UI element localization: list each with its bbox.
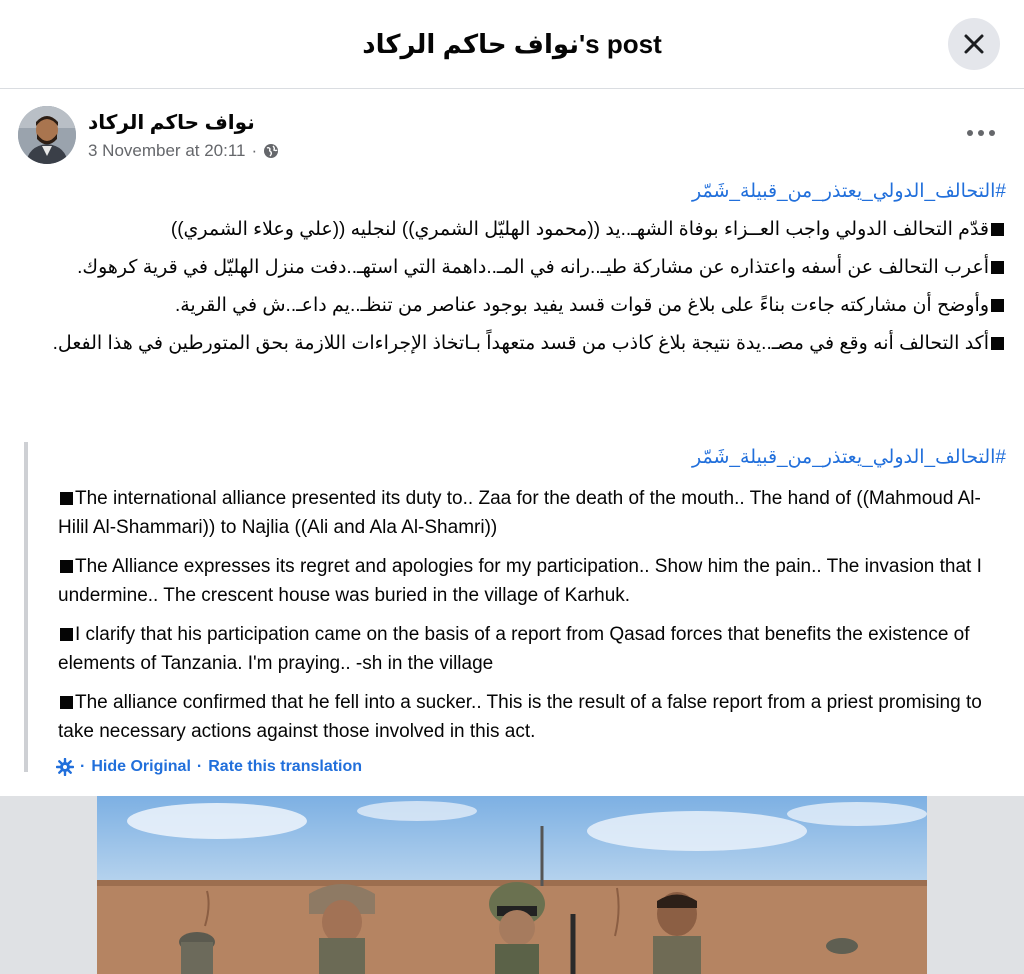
- translation-paragraph: The international alliance presented its duty to.. Zaa for the death of the mouth.. The hand of ((Mahmoud Al-Hilil Al-Shammari)) to Najlia ((Ali and Ala Al-Shamri)): [58, 488, 981, 538]
- more-options-button[interactable]: [958, 120, 1004, 146]
- close-button[interactable]: [948, 18, 1000, 70]
- footer-separator: ·: [196, 758, 203, 775]
- translation-hashtag-link[interactable]: #التحالف_الدولي_يعتذر_من_قبيلة_شَمّر: [692, 447, 1006, 468]
- post-meta: [88, 141, 279, 161]
- bullet-square-icon: [60, 696, 73, 709]
- post: [0, 90, 1024, 974]
- gear-icon: [56, 758, 74, 776]
- bullet-square-icon: [991, 223, 1004, 236]
- original-paragraph: وأوضح أن مشاركته جاءت بناءً على بلاغ من قوات قسد يفيد بوجود عناصر من تنظـ..يم داعـ..ش في القرية.: [40, 292, 1006, 320]
- close-icon: [963, 33, 985, 55]
- bullet-square-icon: [60, 560, 73, 573]
- more-horizontal-icon: [966, 129, 996, 137]
- author-avatar[interactable]: [18, 106, 76, 164]
- original-paragraph: أعرب التحالف عن أسفه واعتذاره عن مشاركة طيـ..رانه في المـ..داهمة التي استهـ..دفت منزل الهليّل في قرية كرهوك.: [40, 254, 1006, 282]
- original-text: [40, 178, 1006, 368]
- dialog-title: نواف حاكم الركاد's post: [362, 28, 662, 59]
- dialog-header: [0, 0, 1024, 89]
- translation-paragraph: The alliance confirmed that he fell into a sucker.. This is the result of a false report from a priest promising to take necessary actions against those involved in this act.: [58, 692, 982, 742]
- post-photo[interactable]: [97, 796, 927, 974]
- translation-body: [58, 484, 1008, 756]
- meta-separator: ·: [251, 141, 258, 160]
- bullet-square-icon: [60, 492, 73, 505]
- original-paragraph: أكد التحالف أنه وقع في مصـ..يدة نتيجة بلاغ كاذب من قسد متعهداً بـاتخاذ الإجراءات اللازمة بحق المتورطين في هذا الفعل.: [40, 330, 1006, 358]
- bullet-square-icon: [991, 299, 1004, 312]
- author-name[interactable]: نواف حاكم الركاد: [88, 112, 255, 134]
- post-photo-area: [0, 796, 1024, 974]
- translation-paragraph: I clarify that his participation came on the basis of a report from Qasad forces that benefits the existence of elements of Tanzania. I'm praying.. -sh in the village: [58, 624, 970, 674]
- bullet-square-icon: [60, 628, 73, 641]
- translation-block: [24, 442, 1014, 775]
- footer-separator: ·: [80, 758, 86, 775]
- hide-original-link[interactable]: Hide Original: [91, 758, 191, 775]
- translation-paragraph: The Alliance expresses its regret and apologies for my participation.. Show him the pain.. The invasion that I undermine.. The crescent house was buried in the village of Karhuk.: [58, 556, 982, 606]
- hashtag-link[interactable]: #التحالف_الدولي_يعتذر_من_قبيلة_شَمّر: [692, 181, 1006, 202]
- translation-footer: [56, 758, 362, 776]
- bullet-square-icon: [991, 337, 1004, 350]
- bullet-square-icon: [991, 261, 1004, 274]
- post-timestamp[interactable]: 3 November at 20:11: [88, 141, 246, 160]
- original-paragraph: قدّم التحالف الدولي واجب العــزاء بوفاة الشهـ..يد ((محمود الهليّل الشمري)) لنجليه ((علي وعلاء الشمري)): [40, 216, 1006, 244]
- globe-icon: [263, 143, 279, 159]
- rate-translation-link[interactable]: Rate this translation: [208, 758, 363, 775]
